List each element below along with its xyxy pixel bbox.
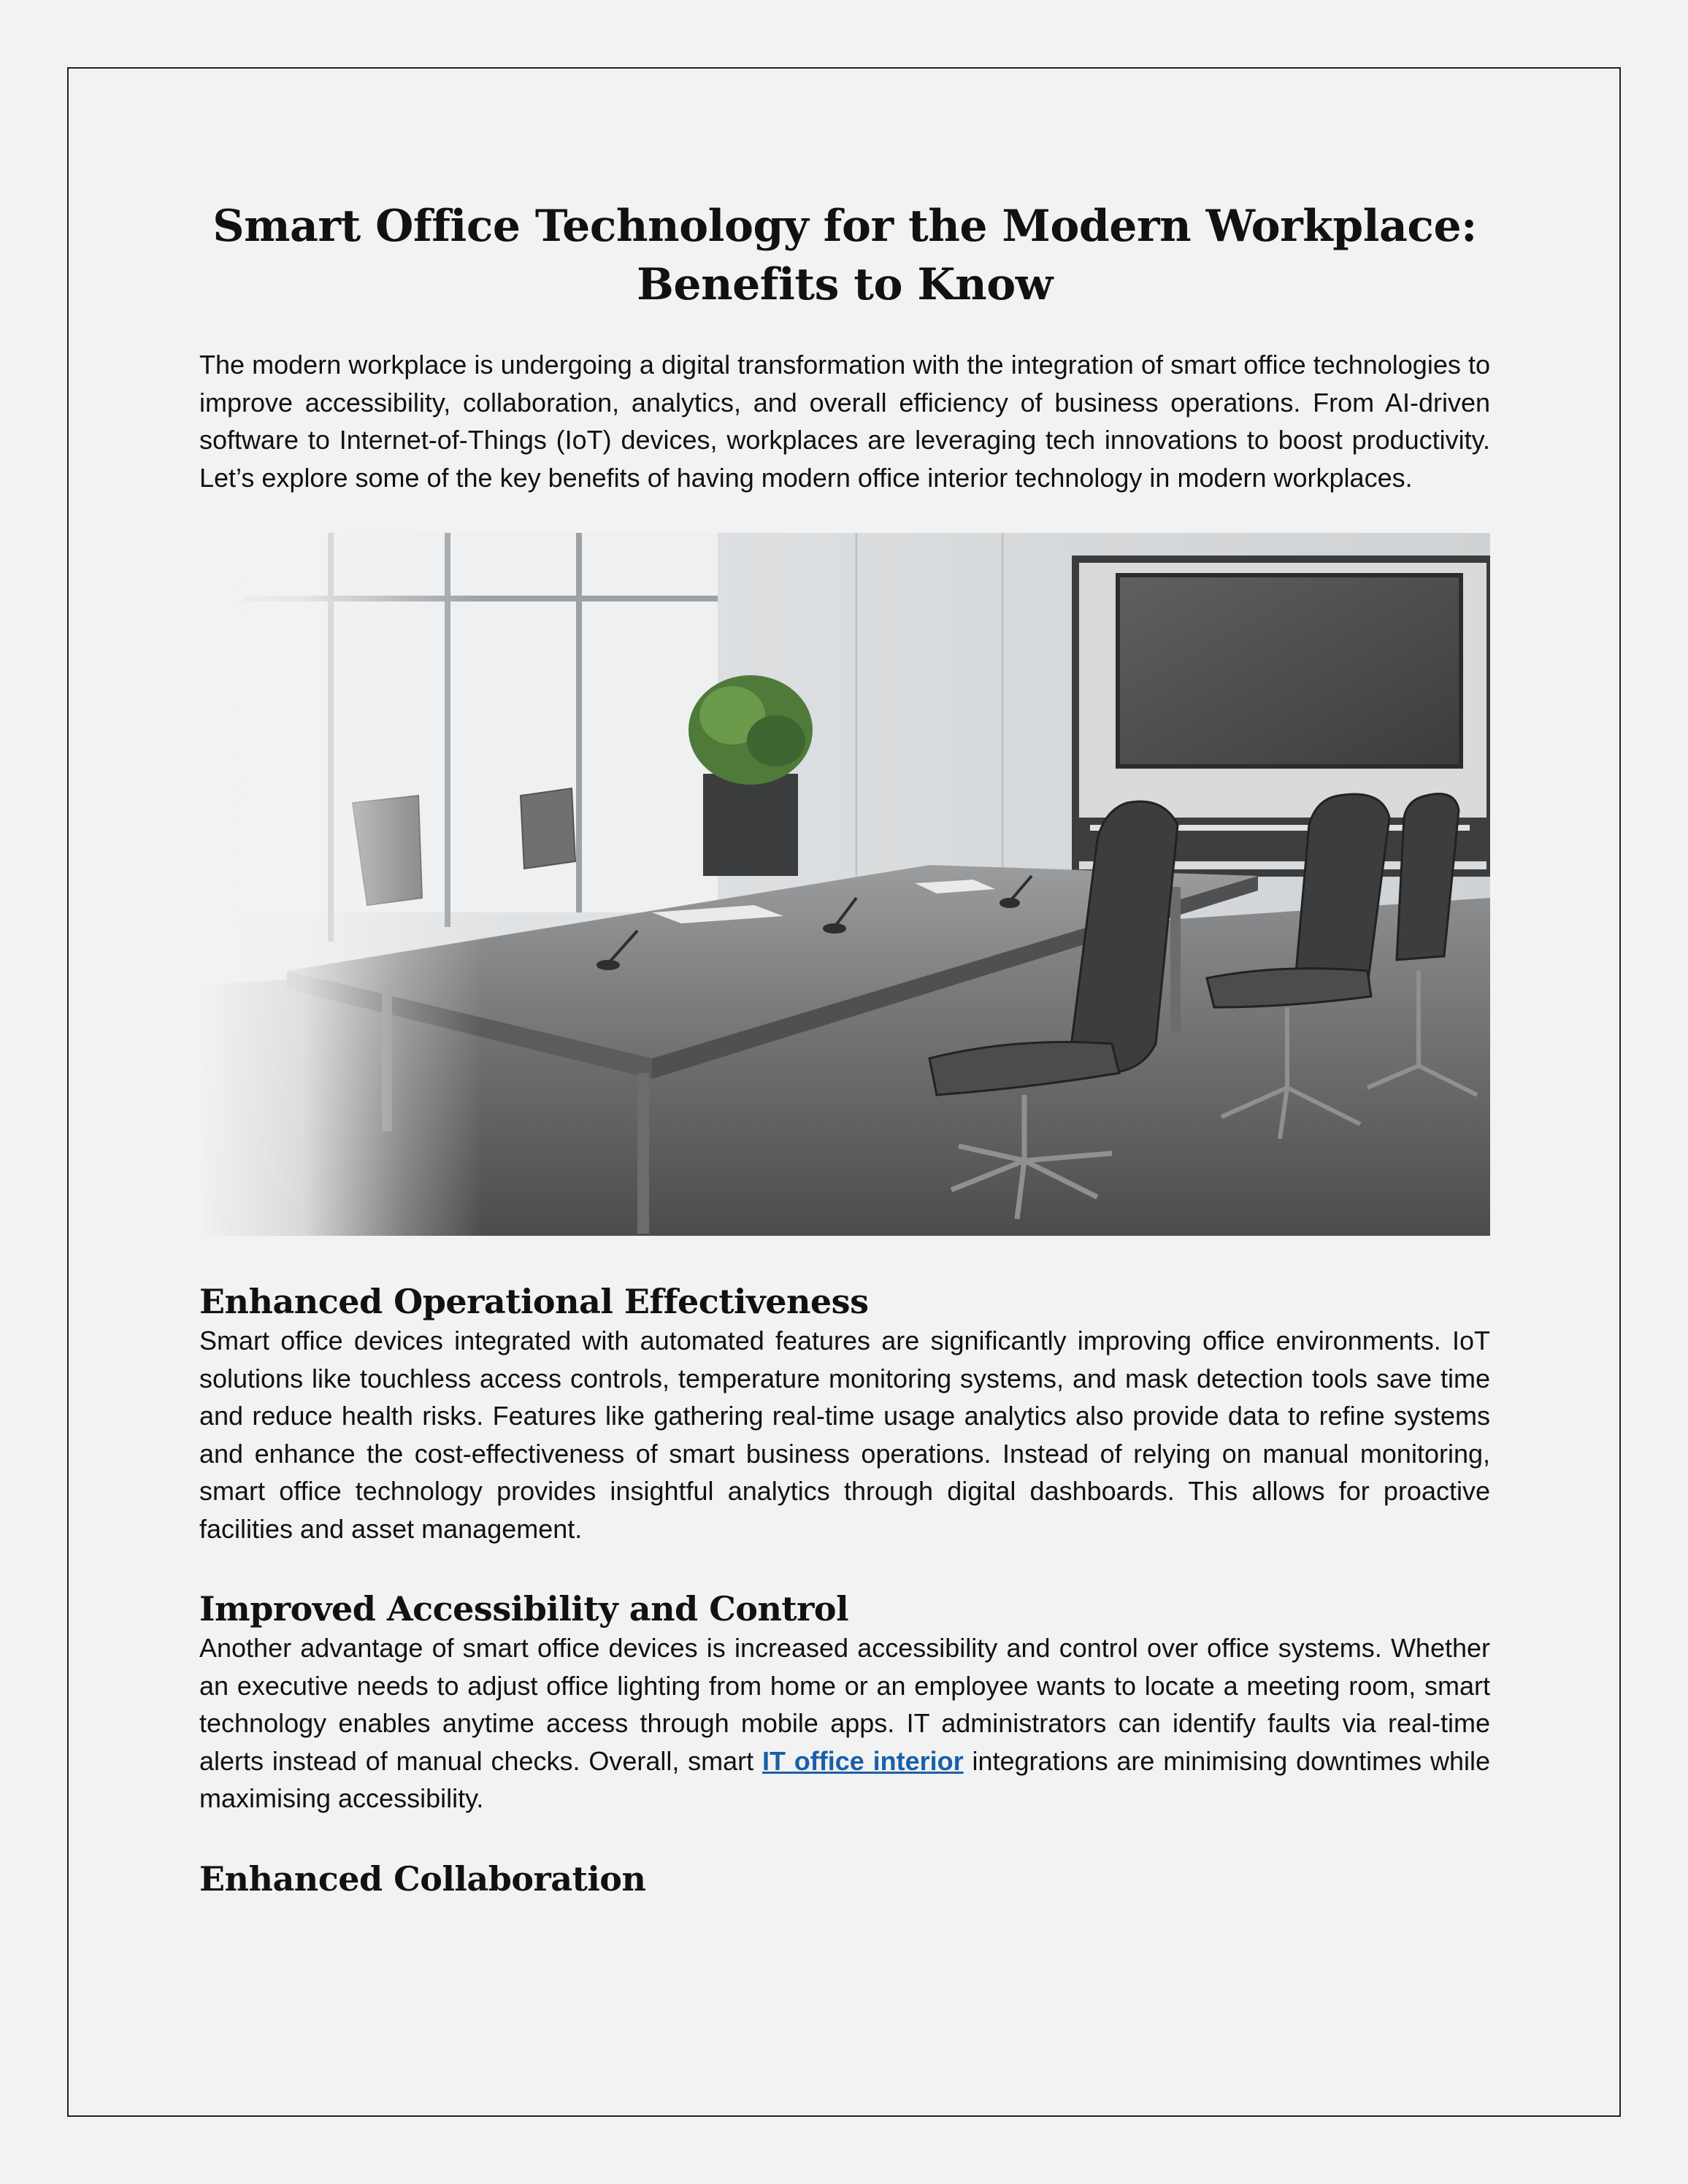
section-heading-operational: Enhanced Operational Effectiveness [199, 1282, 869, 1321]
title-line-2: Benefits to Know [637, 259, 1053, 310]
section-heading-collaboration: Enhanced Collaboration [199, 1858, 646, 1899]
document-content [199, 197, 1490, 1899]
intro-paragraph: The modern workplace is undergoing a digital transformation with the integration of smart office technologies to improve accessibility, collaboration, analytics, and overall efficiency of business operations. From AI-driven software to Internet-of-Things (IoT) devices, workplaces are leveraging tech innovations to boost productivity. Let’s explore some of the key benefits of having modern office interior technology in modern workplaces. [199, 350, 1490, 493]
conference-room-photo [199, 533, 1490, 1236]
accessibility-body-part2: integrations are minimising downtimes while maximising accessibility. [199, 1745, 1490, 1813]
it-office-interior-link[interactable]: IT office interior [761, 1745, 964, 1776]
title-line-1: Smart Office Technology for the Modern Workplace: [212, 201, 1477, 252]
section-body-accessibility [199, 1629, 1490, 1818]
accessibility-body-part1: Another advantage of smart office devices is increased accessibility and control over office systems. Whether an executive needs to adjust office lighting from home or an employee wants to locate a meeting room, smart technology enables anytime access through mobile apps. IT administrators can identify faults via real-time alerts instead of manual checks. Overall, smart [199, 1633, 1490, 1776]
document-title [199, 197, 1490, 314]
section-heading-accessibility: Improved Accessibility and Control [199, 1589, 849, 1629]
section-body-operational: Smart office devices integrated with automated features are significantly improving office environments. IoT solutions like touchless access controls, temperature monitoring systems, and mask detection tools save time and reduce health risks. Features like gathering real-time usage analytics also provide data to refine systems and enhance the cost-effectiveness of smart business operations. Instead of relying on manual monitoring, smart office technology provides insightful analytics through digital dashboards. This allows for proactive facilities and asset management. [199, 1326, 1490, 1544]
